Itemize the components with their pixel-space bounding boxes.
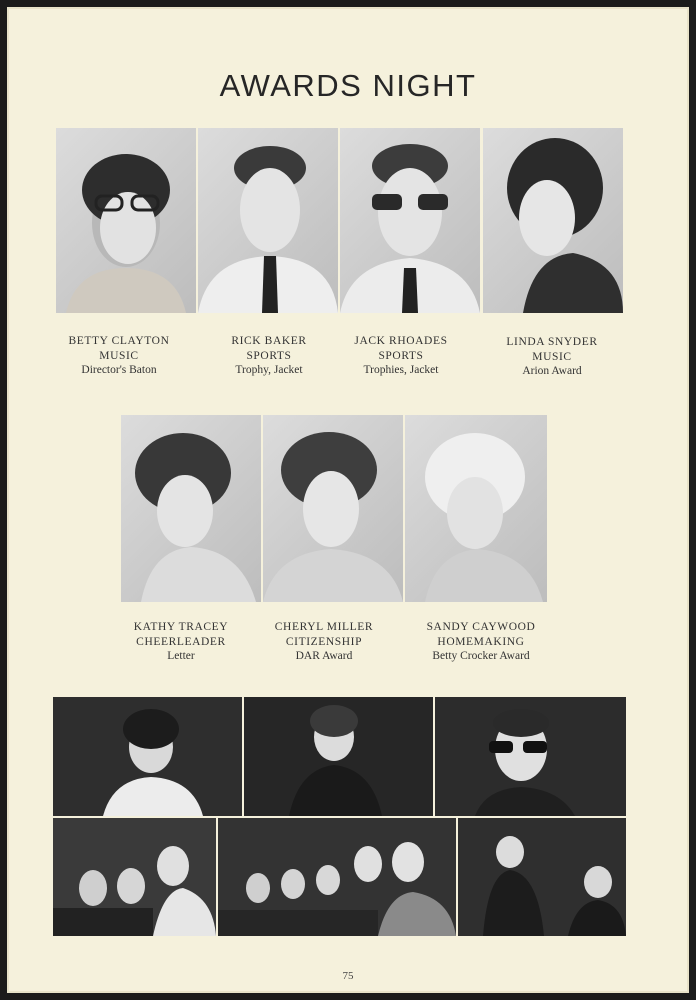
student-name: CHERYL MILLER xyxy=(274,621,374,633)
candid-photo-girl-with-corsage xyxy=(244,697,433,816)
award-description: Betty Crocker Award xyxy=(432,650,530,662)
candid-photo-men-standing xyxy=(458,818,626,936)
caption-kathy-tracey xyxy=(106,620,256,664)
award-category: MUSIC xyxy=(532,350,572,363)
caption-cheryl-miller xyxy=(249,620,399,664)
page-title: AWARDS NIGHT xyxy=(219,68,477,103)
page-number: 75 xyxy=(342,970,354,982)
portrait-photo-rick-baker xyxy=(198,128,338,313)
student-name: SANDY CAYWOOD xyxy=(426,621,536,633)
award-description: DAR Award xyxy=(295,650,353,662)
portrait-photo-betty-clayton xyxy=(56,128,196,313)
student-name: KATHY TRACEY xyxy=(133,621,229,633)
award-category: MUSIC xyxy=(99,349,139,362)
award-category: HOMEMAKING xyxy=(437,635,525,648)
caption-betty-clayton xyxy=(44,334,194,378)
award-description: Letter xyxy=(167,650,195,662)
award-category: SPORTS xyxy=(378,349,424,362)
student-name: LINDA SNYDER xyxy=(506,336,598,348)
student-name: JACK RHOADES xyxy=(354,335,448,347)
portrait-photo-sandy-caywood xyxy=(405,415,547,602)
award-category: CHEERLEADER xyxy=(136,635,226,648)
candid-photo-audience-left xyxy=(53,818,216,936)
portrait-photo-linda-snyder xyxy=(483,128,623,313)
portrait-photo-cheryl-miller xyxy=(263,415,403,602)
award-description: Trophies, Jacket xyxy=(363,364,439,376)
candid-photo-man-with-glasses xyxy=(435,697,626,816)
student-name: RICK BAKER xyxy=(231,335,307,347)
caption-sandy-caywood xyxy=(406,620,556,664)
award-description: Arion Award xyxy=(522,365,582,377)
portrait-photo-kathy-tracey xyxy=(121,415,261,602)
caption-linda-snyder xyxy=(477,335,627,379)
caption-jack-rhoades xyxy=(326,334,476,378)
award-category: CITIZENSHIP xyxy=(285,635,363,648)
portrait-photo-jack-rhoades xyxy=(340,128,480,313)
award-description: Trophy, Jacket xyxy=(235,364,303,376)
award-description: Director's Baton xyxy=(81,364,157,376)
candid-photo-audience-center xyxy=(218,818,456,936)
award-category: SPORTS xyxy=(246,349,292,362)
caption-rick-baker xyxy=(194,334,344,378)
student-name: BETTY CLAYTON xyxy=(68,335,170,347)
candid-photo-woman-smiling xyxy=(53,697,242,816)
